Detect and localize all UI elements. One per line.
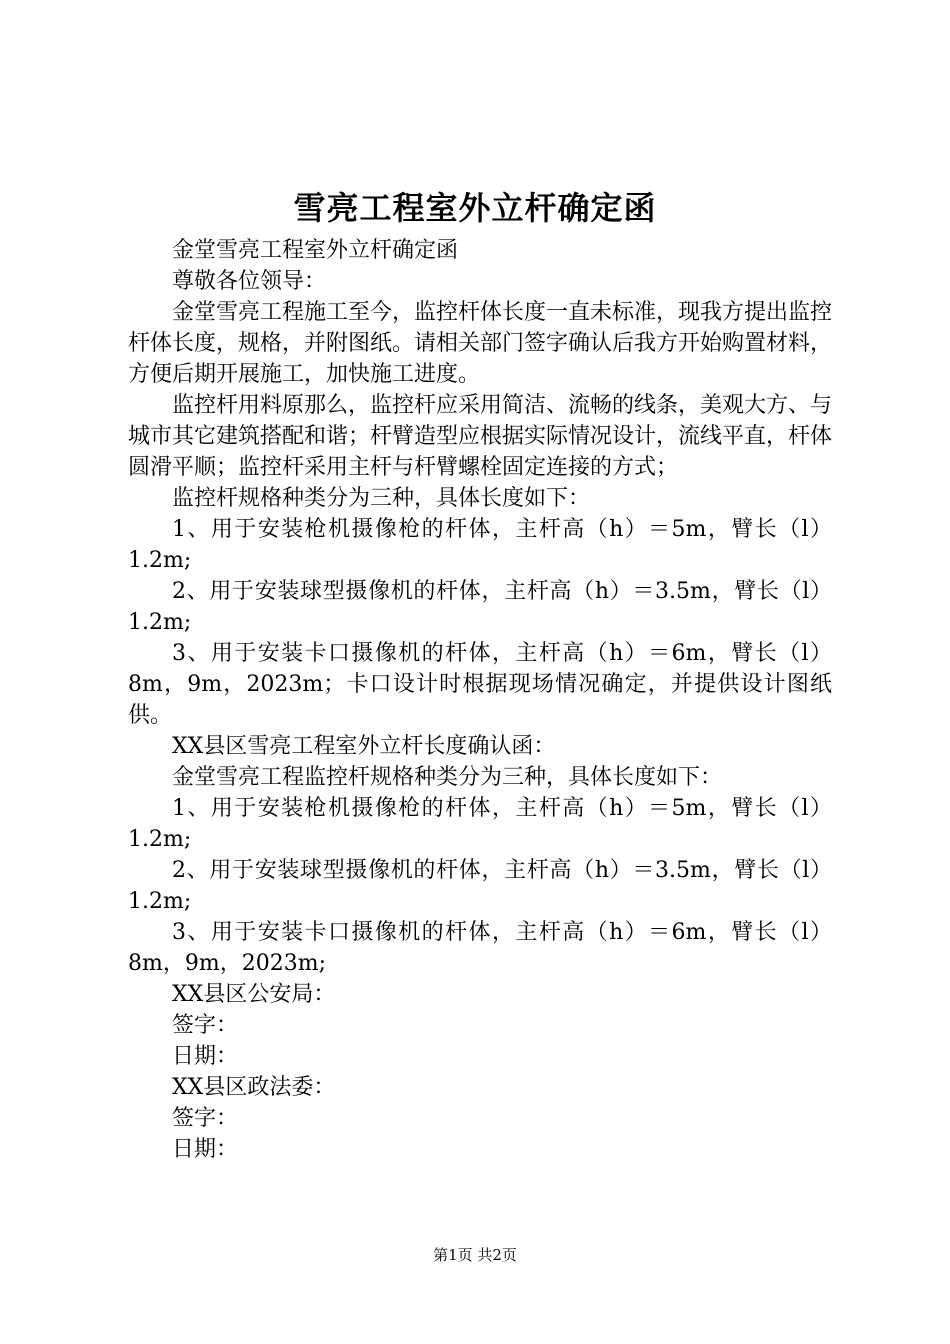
date-field-police: 日期：: [172, 1044, 239, 1069]
spec-item-1: 1、用于安装枪机摄像枪的杆体，主杆高（h）＝5m，臂长（l）1.2m;: [128, 517, 832, 573]
signer-police-bureau: XX县区公安局：: [172, 982, 336, 1007]
confirmation-spec-intro: 金堂雪亮工程监控杆规格种类分为三种，具体长度如下：: [172, 765, 723, 790]
signer-political-legal-committee: XX县区政法委：: [172, 1075, 336, 1100]
confirmation-spec-item-3: 3、用于安装卡口摄像机的杆体，主杆高（h）＝6m，臂长（l）8m，9m，2023m;: [128, 920, 832, 976]
date-field-committee: 日期：: [172, 1137, 239, 1162]
signature-field-committee: 签字：: [172, 1106, 239, 1131]
subtitle-paragraph: 金堂雪亮工程室外立杆确定函: [172, 238, 459, 263]
confirmation-spec-item-1: 1、用于安装枪机摄像枪的杆体，主杆高（h）＝5m，臂长（l）1.2m;: [128, 796, 832, 852]
intro-paragraph: 金堂雪亮工程施工至今，监控杆体长度一直未标准，现我方提出监控杆体长度，规格，并附图纸。请相关部门签字确认后我方开始购置材料，方便后期开展施工，加快施工进度。: [128, 300, 833, 387]
spec-item-2: 2、用于安装球型摄像机的杆体，主杆高（h）＝3.5m，臂长（l）1.2m;: [128, 579, 832, 635]
confirmation-spec-item-2: 2、用于安装球型摄像机的杆体，主杆高（h）＝3.5m，臂长（l）1.2m;: [128, 858, 832, 914]
material-principle-paragraph: 监控杆用料原那么，监控杆应采用简洁、流畅的线条，美观大方、与城市其它建筑搭配和谐；杆臂造型应根据实际情况设计，流线平直，杆体圆滑平顺；监控杆采用主杆与杆臂螺栓固定连接的方式；: [128, 393, 833, 480]
page-number-footer: 第1页 共2页: [433, 1246, 517, 1264]
salutation-paragraph: 尊敬各位领导：: [172, 269, 327, 294]
spec-item-3: 3、用于安装卡口摄像机的杆体，主杆高（h）＝6m，臂长（l）8m，9m，2023m；卡口设计时根据现场情况确定，并提供设计图纸供。: [128, 641, 832, 728]
signature-field-police: 签字：: [172, 1013, 239, 1038]
document-body: [128, 235, 832, 1165]
confirmation-heading: XX县区雪亮工程室外立杆长度确认函：: [172, 734, 556, 759]
spec-intro-paragraph: 监控杆规格种类分为三种，具体长度如下：: [172, 486, 591, 511]
document-title: 雪亮工程室外立杆确定函: [293, 189, 657, 227]
